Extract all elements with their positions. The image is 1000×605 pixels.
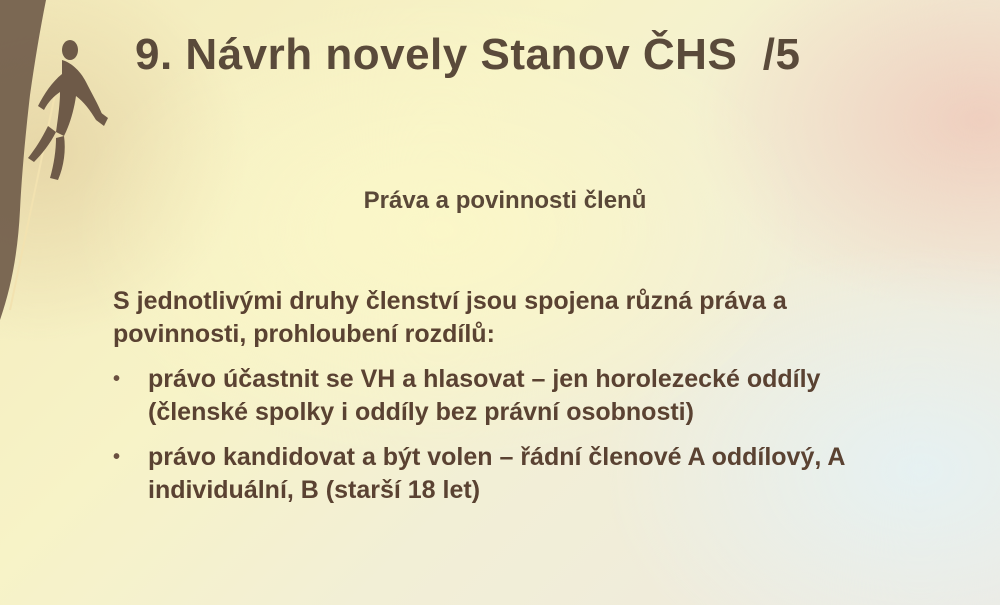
bullet-list xyxy=(113,363,913,507)
rock-climber-silhouette-icon xyxy=(0,0,120,320)
slide-subtitle: Práva a povinnosti členů xyxy=(363,187,647,214)
slide-body xyxy=(113,285,913,519)
bullet-icon: • xyxy=(113,446,121,468)
slide-title: 9. Návrh novely Stanov ČHS /5 xyxy=(135,30,801,79)
list-item xyxy=(113,441,913,507)
bullet-text: právo kandidovat a být volen – řádní členové A oddílový, A individuální, B (starší 18 let) xyxy=(148,443,845,504)
bullet-text: právo účastnit se VH a hlasovat – jen horolezecké oddíly (členské spolky i oddíly bez právní osobnosti) xyxy=(148,365,821,426)
bullet-icon: • xyxy=(113,368,121,390)
intro-paragraph: S jednotlivými druhy členství jsou spojena různá práva a povinnosti, prohloubení rozdílů: xyxy=(113,287,787,348)
list-item xyxy=(113,363,913,429)
